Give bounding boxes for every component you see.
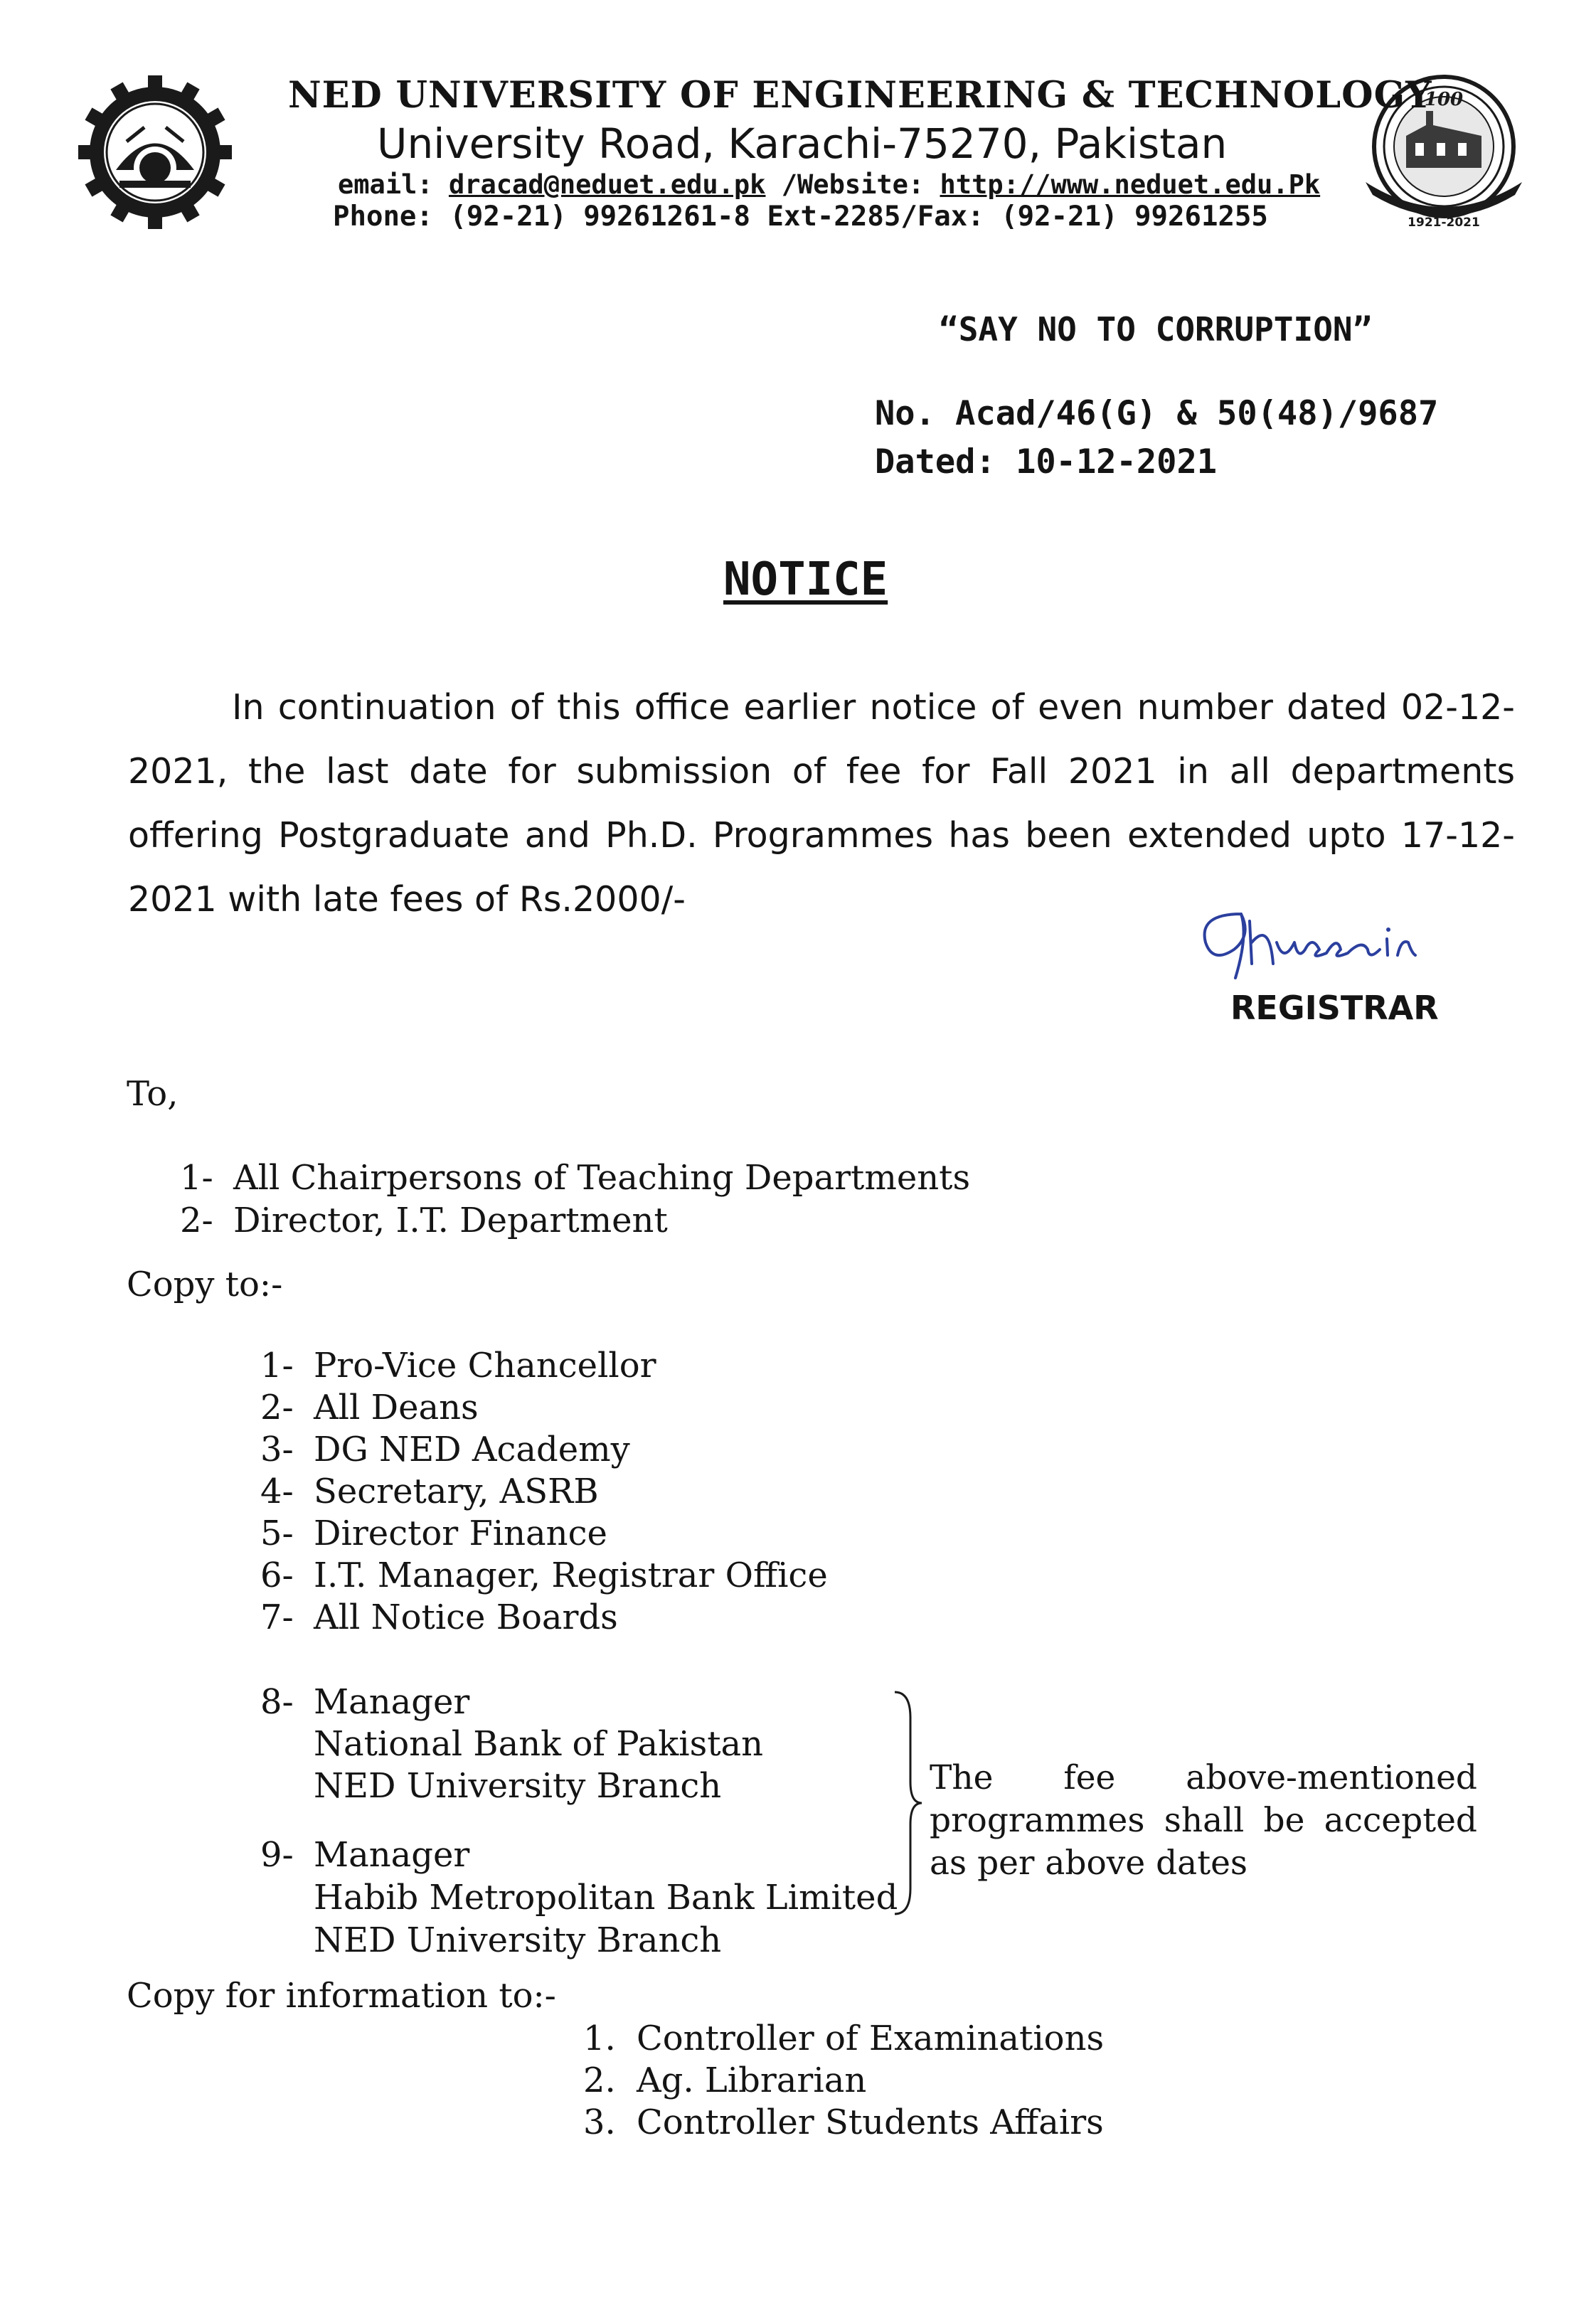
bank-note-rest: programmes shall be accepted as per above dates: [930, 1801, 1477, 1883]
university-name: NED UNIVERSITY OF ENGINEERING & TECHNOLOGY: [288, 74, 1432, 117]
list-item: 1- All Chairpersons of Teaching Departments: [180, 1158, 971, 1198]
notice-date: Dated: 10-12-2021: [875, 442, 1218, 482]
list-item: 1- Pro-Vice Chancellor: [260, 1346, 656, 1386]
bank-item-line: NED University Branch: [314, 1920, 722, 1960]
notice-body: In continuation of this office earlier notice of even number dated 02-12-2021, the last date for submission of fee for Fall 2021 in all departments offering Postgraduate and Ph.D. Programmes has been extended upto 17-12-2021 with late fees of Rs.2000/-: [128, 687, 1515, 920]
list-item: 3- DG NED Academy: [260, 1430, 630, 1469]
copy-to-label: Copy to:-: [127, 1265, 283, 1304]
registrar-title: REGISTRAR: [1230, 989, 1439, 1027]
website-label: /Website:: [781, 169, 925, 200]
university-gear-logo: [77, 74, 233, 230]
list-item: 2. Ag. Librarian: [583, 2061, 867, 2100]
bank-item-num: 8-: [260, 1682, 294, 1722]
bank-item-line: Manager: [314, 1682, 470, 1722]
registrar-signature: [1184, 893, 1497, 985]
list-item: 5- Director Finance: [260, 1514, 607, 1553]
bank-item-line: Habib Metropolitan Bank Limited: [314, 1878, 898, 1918]
list-item: 7- All Notice Boards: [260, 1597, 618, 1637]
list-item: 3. Controller Students Affairs: [583, 2102, 1104, 2142]
notice-title: NOTICE: [723, 553, 888, 606]
svg-text:1921-2021: 1921-2021: [1408, 216, 1480, 230]
website-link[interactable]: http://www.neduet.edu.Pk: [940, 169, 1321, 200]
copy-info-label: Copy for information to:-: [127, 1976, 556, 2016]
bank-item-num: 9-: [260, 1835, 294, 1875]
bank-item-line: NED University Branch: [314, 1766, 722, 1806]
bank-item-line: Manager: [314, 1835, 470, 1875]
contact-phone-line: Phone: (92-21) 99261261-8 Ext-2285/Fax: (92-21) 99261255: [333, 201, 1268, 233]
list-item: 1. Controller of Examinations: [583, 2019, 1105, 2058]
contact-email-line: [338, 169, 1320, 200]
university-address: University Road, Karachi-75270, Pakistan: [377, 119, 1228, 168]
list-item: 4- Secretary, ASRB: [260, 1472, 599, 1511]
right-curly-brace: [889, 1689, 925, 1917]
reference-number: No. Acad/46(G) & 50(48)/9687: [875, 394, 1439, 433]
to-label: To,: [127, 1074, 179, 1114]
list-item: 2- All Deans: [260, 1388, 479, 1427]
email-label: email:: [338, 169, 433, 200]
bank-item-line: National Bank of Pakistan: [314, 1724, 764, 1764]
svg-text:100: 100: [1424, 89, 1464, 110]
email-link[interactable]: dracad@neduet.edu.pk: [448, 169, 766, 200]
list-item: 2- Director, I.T. Department: [180, 1201, 668, 1240]
bank-note: [930, 1757, 1477, 1885]
list-item: 6- I.T. Manager, Registrar Office: [260, 1556, 828, 1595]
anti-corruption-slogan: “SAY NO TO CORRUPTION”: [939, 310, 1373, 349]
bank-note-first-line: The fee above-mentioned: [930, 1758, 1477, 1797]
